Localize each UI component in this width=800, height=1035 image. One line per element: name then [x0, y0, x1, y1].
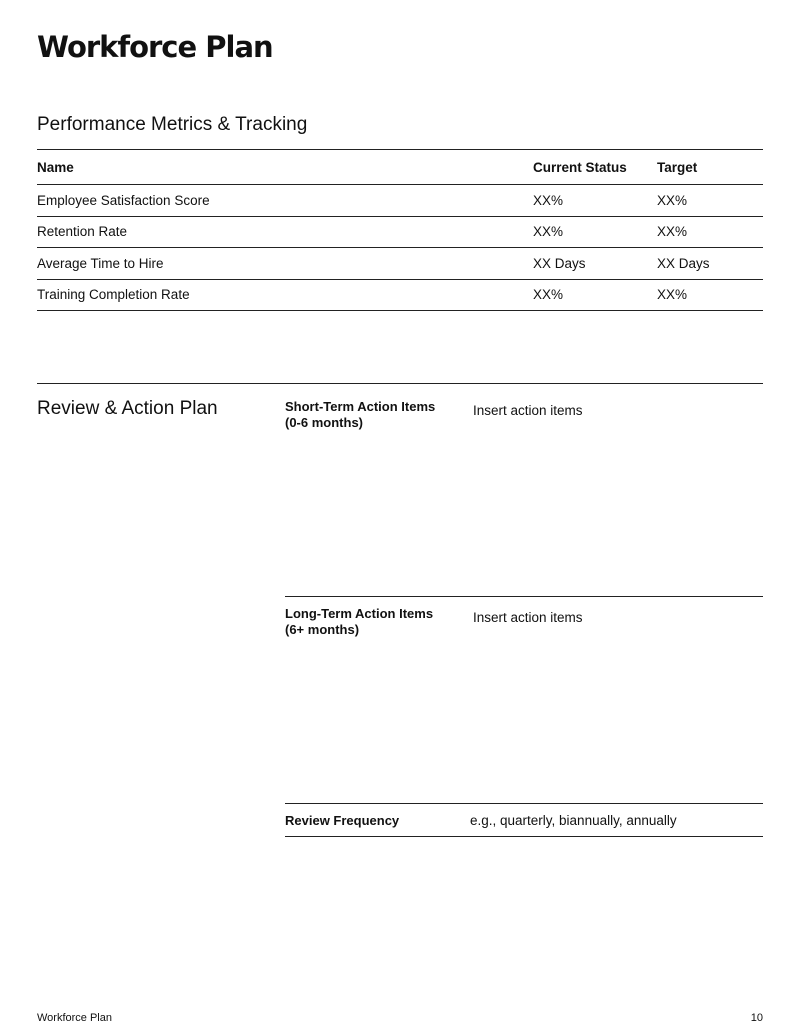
metric-target: XX% [657, 224, 688, 240]
table-header-row [37, 150, 763, 185]
page-number: 10 [750, 1012, 763, 1024]
short-term-label [285, 399, 465, 431]
footer-title: Workforce Plan [37, 1012, 112, 1024]
table-row [37, 280, 763, 312]
short-term-value[interactable]: Insert action items [473, 403, 583, 418]
review-frequency-value[interactable]: e.g., quarterly, biannually, annually [470, 812, 677, 828]
metrics-section-title: Performance Metrics & Tracking [37, 114, 308, 135]
table-row [37, 248, 763, 280]
long-term-label-line1: Long-Term Action Items [285, 606, 434, 621]
page-title: Workforce Plan [37, 30, 273, 64]
metric-name: Employee Satisfaction Score [37, 192, 210, 208]
header-current-status: Current Status [533, 159, 627, 175]
table-row [37, 217, 763, 249]
long-term-value[interactable]: Insert action items [473, 610, 583, 625]
metric-name: Retention Rate [37, 224, 128, 240]
review-frequency-row [285, 803, 763, 837]
short-term-label-line1: Short-Term Action Items [285, 399, 436, 414]
metric-status: XX% [533, 224, 564, 240]
metric-status: XX% [533, 192, 564, 208]
short-term-label-line2: (0-6 months) [285, 415, 363, 430]
action-divider [285, 596, 763, 597]
metric-name: Training Completion Rate [37, 287, 190, 303]
review-frequency-label: Review Frequency [285, 812, 400, 828]
metric-status: XX Days [533, 255, 586, 271]
metric-target: XX% [657, 192, 688, 208]
header-name: Name [37, 159, 74, 175]
header-target: Target [657, 159, 698, 175]
review-section-title: Review & Action Plan [37, 398, 218, 419]
metric-target: XX% [657, 287, 688, 303]
metric-target: XX Days [657, 255, 710, 271]
metric-status: XX% [533, 287, 564, 303]
metrics-table [37, 149, 763, 311]
review-section-divider [37, 383, 763, 384]
metric-name: Average Time to Hire [37, 255, 164, 271]
long-term-label [285, 606, 465, 638]
table-row [37, 185, 763, 217]
long-term-label-line2: (6+ months) [285, 622, 360, 637]
